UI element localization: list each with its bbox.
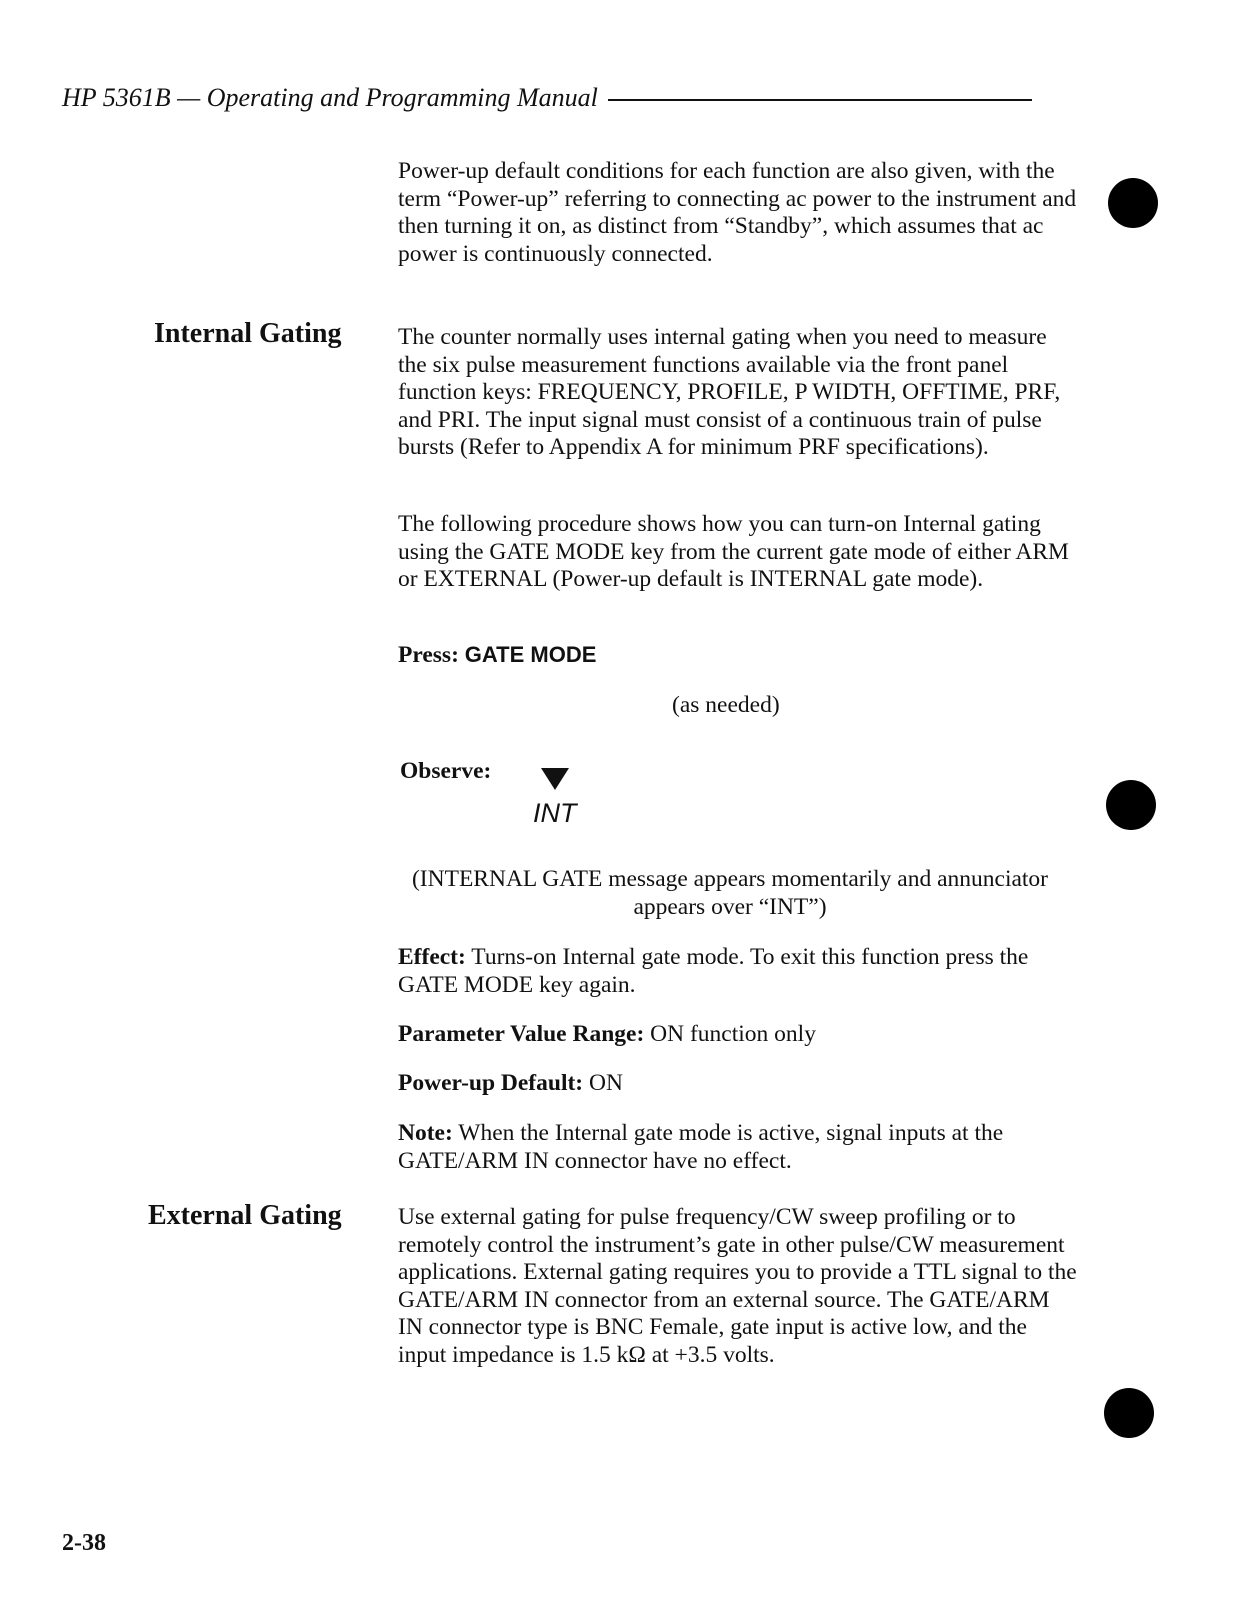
punch-hole-bottom [1104,1388,1154,1438]
page-number: 2-38 [62,1530,106,1556]
punch-hole-top [1108,178,1158,228]
default-paragraph [398,1070,1078,1098]
effect-text: Turns-on Internal gate mode. To exit this function press the GATE MODE key again. [398,944,1029,998]
note-label: Note: [398,1120,453,1146]
down-triangle-annunciator-icon [541,768,569,790]
effect-paragraph [398,944,1078,999]
running-header [62,78,1062,118]
external-gating-paragraph: Use external gating for pulse frequency/CW sweep profiling or to remotely control the instrument’s gate in other pulse/CW measurement applications. External gating requires you to provide a TTL signal to the GATE/ARM IN connector from an external source. The GATE/ARM IN connector type is BNC Female, gate input is active low, and the input impedance is 1.5 kΩ at +3.5 volts. [398,1204,1077,1368]
observe-label: Observe: [400,758,492,784]
effect-label: Effect: [398,944,466,970]
punch-hole-middle [1106,780,1156,830]
default-text: ON [589,1070,623,1096]
display-note: (INTERNAL GATE message appears momentarily and annunciator appears over “INT”) [411,866,1049,920]
intro-paragraph: Power-up default conditions for each function are also given, with the term “Power-up” referring to connecting ac power to the instrument and then turning it on, as distinct from “Standby”, which assumes that ac power is continuously connected. [398,158,1077,267]
gate-mode-key: GATE MODE [464,642,597,667]
as-needed-note: (as needed) [672,692,780,718]
range-paragraph [398,1021,1078,1049]
press-instruction [398,642,596,669]
manual-title: HP 5361B — Operating and Programming Manual [62,83,598,112]
internal-gating-paragraph-2: The following procedure shows how you can turn-on Internal gating using the GATE MODE key from the current gate mode of either ARM or EXTERNAL (Power-up default is INTERNAL gate mode). [398,511,1069,593]
range-text: ON function only [650,1021,816,1047]
external-gating-heading: External Gating [148,1200,342,1231]
range-label: Parameter Value Range: [398,1021,645,1047]
internal-gating-paragraph-1: The counter normally uses internal gating when you need to measure the six pulse measurement functions available via the front panel function keys: FREQUENCY, PROFILE, P WIDTH, OFFTIME, PRF, and PRI. The input signal must consist of a continuous train of pulse bursts (Refer to Appendix A for minimum PRF specifications). [398,324,1061,461]
default-label: Power-up Default: [398,1070,584,1096]
note-paragraph [398,1120,1078,1175]
display-int-text: INT [533,798,577,828]
note-text: When the Internal gate mode is active, signal inputs at the GATE/ARM IN connector have no effect. [398,1120,1004,1174]
header-rule [608,99,1032,101]
press-label: Press: [398,642,459,668]
internal-gating-heading: Internal Gating [154,318,342,349]
